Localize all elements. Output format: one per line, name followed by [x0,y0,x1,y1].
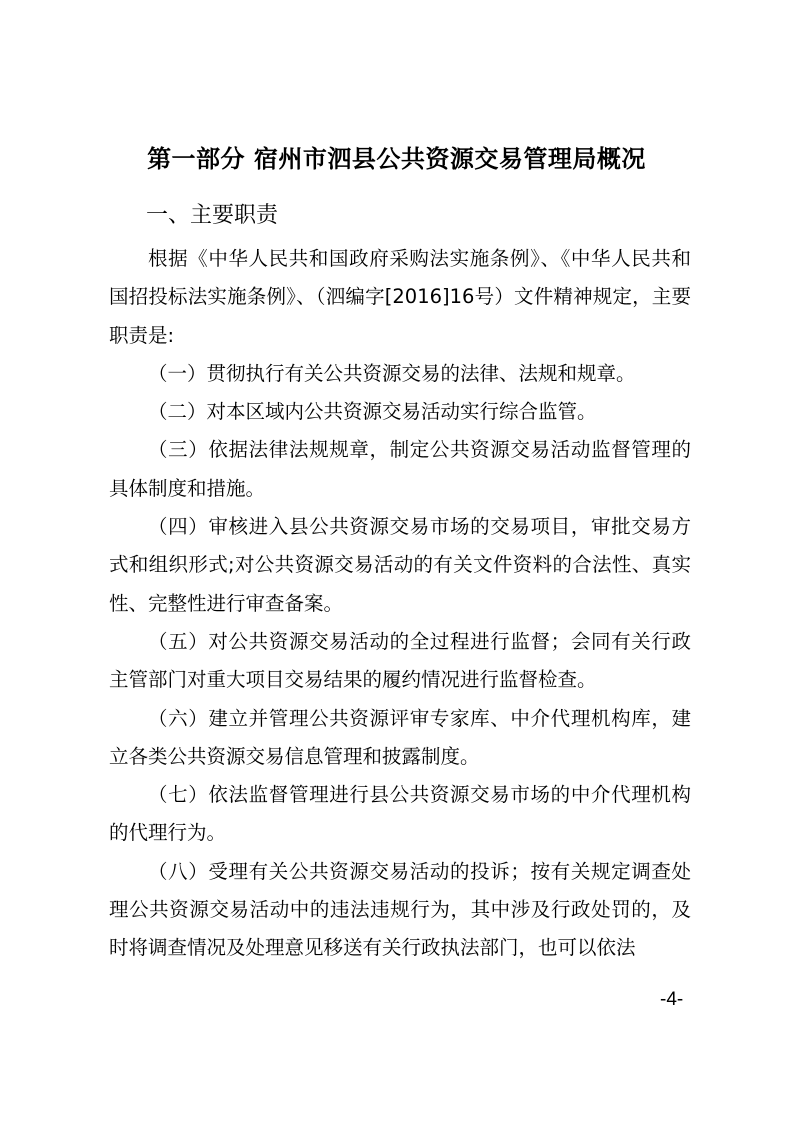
paragraph-duty-6: （六）建立并管理公共资源评审专家库、中介代理机构库，建立各类公共资源交易信息管理和披露制度。 [109,706,691,768]
paragraph-duty-5: （五）对公共资源交易活动的全过程进行监督；会同有关行政主管部门对重大项目交易结果的履约情况进行监督检查。 [109,629,691,692]
paragraph-duty-2: （二）对本区域内公共资源交易活动实行综合监管。 [148,400,597,424]
paragraph-duty-3: （三）依据法律法规规章，制定公共资源交易活动监督管理的具体制度和措施。 [109,438,691,500]
section-heading: 一、主要职责 [146,203,279,228]
body-text [109,240,691,968]
paragraph-duty-1: （一）贯彻执行有关公共资源交易的法律、法规和规章。 [148,361,636,385]
paragraph-duty-8: （八）受理有关公共资源交易活动的投诉；按有关规定调查处理公共资源交易活动中的违法违规行为，其中涉及行政处罚的，及时将调查情况及处理意见移送有关行政执法部门，也可以依法 [109,859,691,960]
paragraph-duty-4: （四）审核进入县公共资源交易市场的交易项目，审批交易方式和组织形式;对公共资源交易活动的有关文件资料的合法性、真实性、完整性进行审查备案。 [109,515,691,615]
page-title: 第一部分 宿州市泗县公共资源交易管理局概况 [147,144,646,173]
paragraph-intro: 根据《中华人民共和国政府采购法实施条例》、《中华人民共和国招投标法实施条例》、（泗编字[2016]16号）文件精神规定，主要职责是: [109,247,691,347]
paragraph-duty-7: （七）依法监督管理进行县公共资源交易市场的中介代理机构的代理行为。 [109,783,691,845]
page-number: -4- [660,989,684,1010]
